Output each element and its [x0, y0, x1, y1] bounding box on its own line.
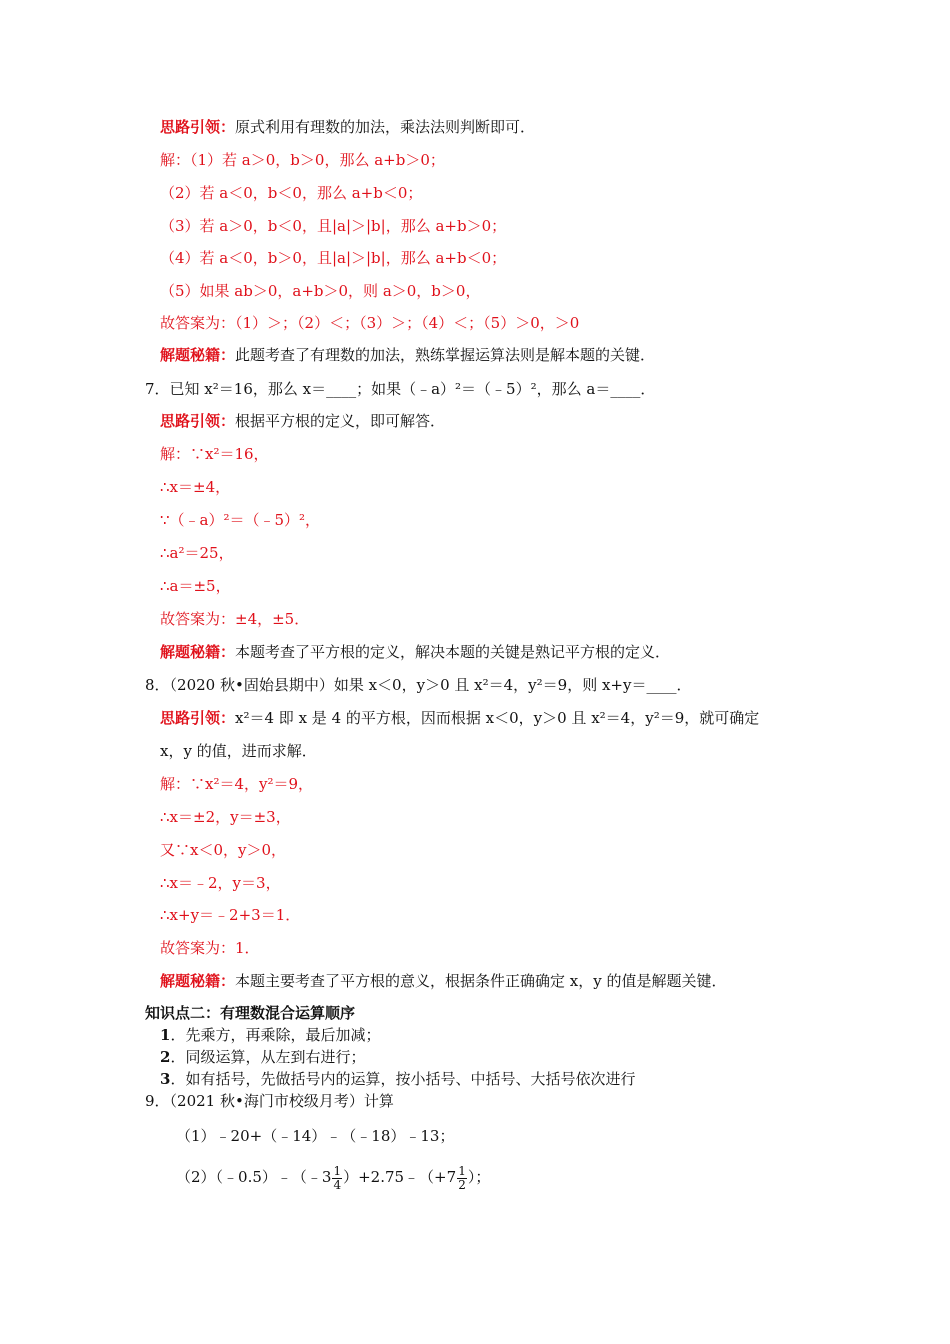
sub-question-1: （1）﹣20+（﹣14）﹣（﹣18）﹣13；: [176, 1127, 455, 1145]
fraction-numerator: 1: [333, 1163, 342, 1178]
solution-line: （4）若 a＜0，b＞0，且|a|＞|b|，那么 a+b＜0；: [160, 249, 507, 267]
question-9: 9．（2021 秋•海门市校级月考）计算: [145, 1092, 394, 1110]
answer-line: 故答案为：1．: [160, 939, 260, 957]
solution-line: （2）若 a＜0，b＜0，那么 a+b＜0；: [160, 184, 423, 202]
rule-text: ．如有括号，先做括号内的运算，按小括号、中括号、大括号依次进行: [170, 1070, 636, 1088]
solution-line: 解：∵x²＝4，y²＝9，: [160, 775, 314, 793]
solution-line: ∴a²＝25，: [160, 544, 234, 562]
answer-line: 故答案为：±4，±5．: [160, 610, 310, 628]
question-8: 8．（2020 秋•固始县期中）如果 x＜0，y＞0 且 x²＝4，y²＝9，则 x+y＝____．: [145, 676, 692, 694]
solution-line: （3）若 a＞0，b＜0，且|a|＞|b|，那么 a+b＞0；: [160, 217, 507, 235]
tip-label: 解题秘籍：: [160, 346, 236, 364]
rule-item: [160, 1025, 380, 1045]
solution-line: （5）如果 ab＞0，a+b＞0，则 a＞0，b＞0，: [160, 282, 481, 300]
expr-part: ）+2.75﹣（+7: [343, 1168, 457, 1186]
fraction-denominator: 4: [333, 1177, 342, 1192]
solution-line: 又∵x＜0，y＞0，: [160, 841, 287, 859]
fraction-denominator: 2: [458, 1177, 466, 1192]
tip-line: [160, 642, 670, 662]
question-7: 7．已知 x²＝16，那么 x＝____；如果（﹣a）²＝（﹣5）²，那么 a＝____．: [145, 380, 656, 398]
hint-text: 原式利用有理数的加法，乘法法则判断即可．: [235, 118, 536, 136]
rule-item: [160, 1069, 635, 1089]
tip-text: 此题考查了有理数的加法，熟练掌握运算法则是解本题的关键．: [235, 346, 656, 364]
hint-label: 思路引领：: [160, 709, 236, 727]
tip-text: 本题考查了平方根的定义，解决本题的关键是熟记平方根的定义．: [235, 643, 671, 661]
tip-line: [160, 971, 727, 991]
solution-line: ∵（﹣a）²＝（﹣5）²，: [160, 511, 321, 529]
fraction-one-half: [457, 1165, 467, 1192]
answer-line: 故答案为：（1）＞；（2）＜；（3）＞；（4）＜；（5）＞0，＞0: [160, 314, 580, 332]
fraction-numerator: 1: [458, 1163, 466, 1178]
hint-text: x²＝4 即 x 是 4 的平方根，因而根据 x＜0，y＞0 且 x²＝4，y²＝9，就可确定: [235, 709, 760, 727]
solution-line: 解：（1）若 a＞0，b＞0，那么 a+b＞0；: [160, 151, 445, 169]
fraction-one-quarter: [332, 1165, 342, 1192]
rule-number: 2: [160, 1048, 171, 1066]
expr-part: ）；: [467, 1168, 491, 1186]
hint-continuation: x，y 的值，进而求解．: [160, 742, 317, 760]
tip-line: [160, 345, 655, 365]
rule-item: [160, 1047, 365, 1067]
rule-number: 3: [160, 1070, 171, 1088]
solution-line: ∴x＝±4，: [160, 478, 231, 496]
solution-line: 解：∵x²＝16，: [160, 445, 269, 463]
solution-line: ∴a＝±5，: [160, 577, 231, 595]
tip-label: 解题秘籍：: [160, 972, 236, 990]
solution-line: ∴x＝﹣2，y＝3，: [160, 874, 281, 892]
rule-text: ．同级运算，从左到右进行；: [170, 1048, 366, 1066]
expr-part: （2）（﹣0.5）﹣（﹣3: [176, 1168, 332, 1186]
hint-label: 思路引领：: [160, 118, 236, 136]
rule-number: 1: [160, 1026, 171, 1044]
solution-line: ∴x＝±2，y＝±3，: [160, 808, 291, 826]
hint-line: [160, 117, 535, 137]
tip-text: 本题主要考查了平方根的意义，根据条件正确确定 x，y 的值是解题关键．: [235, 972, 727, 990]
rule-text: ．先乘方，再乘除，最后加减；: [170, 1026, 381, 1044]
hint-text: 根据平方根的定义，即可解答．: [235, 412, 446, 430]
section-title: 知识点二：有理数混合运算顺序: [145, 1004, 356, 1022]
hint-label: 思路引领：: [160, 412, 236, 430]
sub-question-2: [176, 1162, 490, 1192]
hint-line: [160, 708, 759, 728]
hint-line: [160, 411, 445, 431]
solution-line: ∴x+y＝﹣2+3＝1．: [160, 906, 301, 924]
tip-label: 解题秘籍：: [160, 643, 236, 661]
